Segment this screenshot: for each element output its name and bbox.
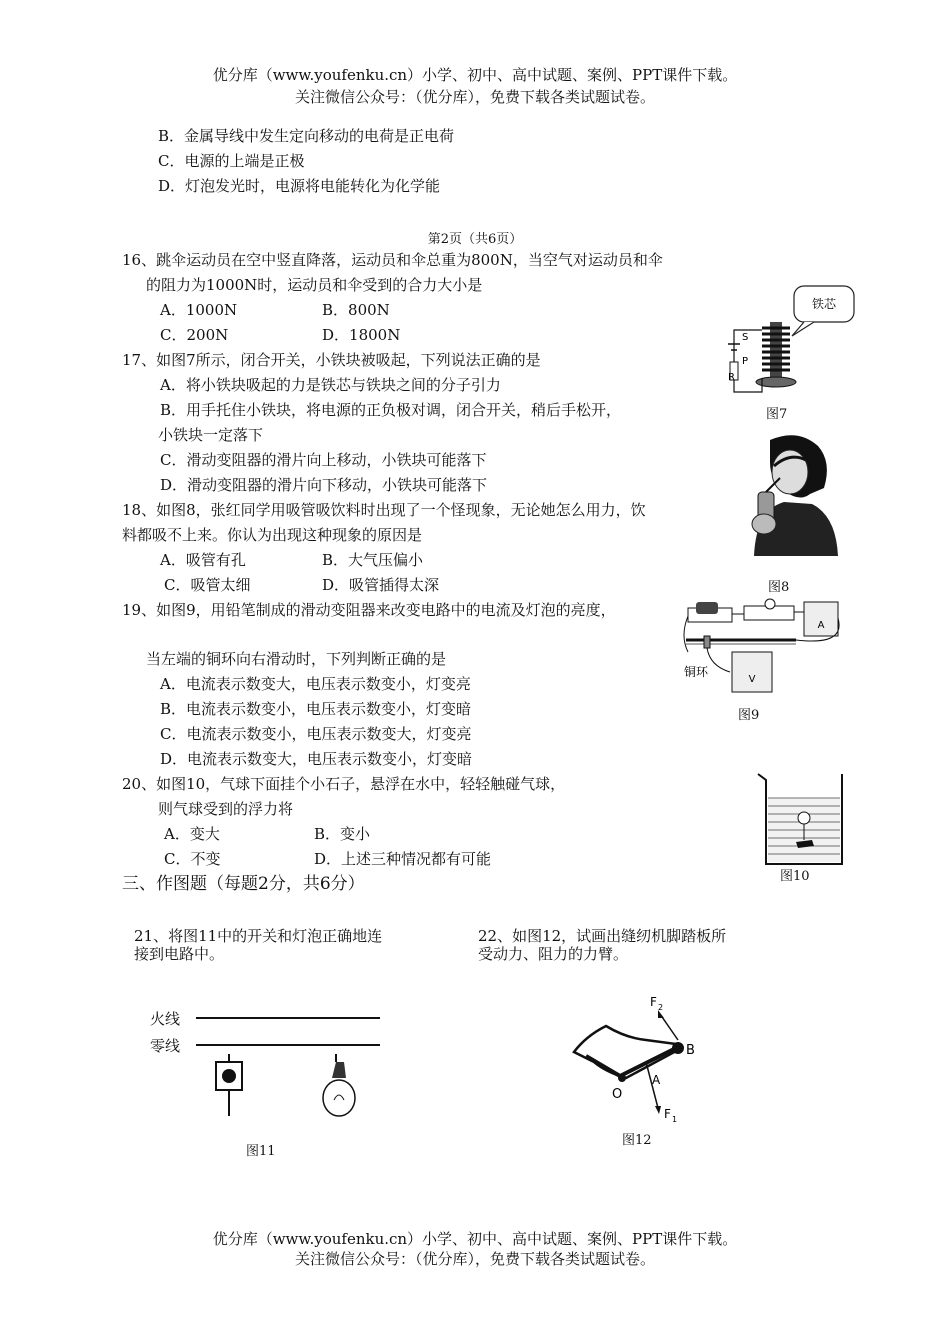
q20-option-c: C．不变 xyxy=(164,850,221,868)
fig7-switch-label: S xyxy=(742,332,749,343)
fig12-f1-subscript: 1 xyxy=(672,1115,678,1124)
q22-stem-1: 22、如图12，试画出缝纫机脚踏板所 xyxy=(478,927,727,945)
figure-12-pedal xyxy=(566,992,706,1124)
q18-stem-1: 18、如图8，张红同学用吸管吸饮料时出现了一个怪现象，无论她怎么用力，饮 xyxy=(122,501,646,519)
q18-option-d: D．吸管插得太深 xyxy=(322,576,440,594)
q19-option-c: C．电流表示数变小，电压表示数变大，灯变亮 xyxy=(160,725,472,743)
q19-option-d: D．电流表示数变大，电压表示数变小，灯变暗 xyxy=(160,750,473,768)
page-number: 第2页（共6页） xyxy=(427,232,523,247)
fig10-caption: 图10 xyxy=(780,869,810,884)
fig8-caption: 图8 xyxy=(768,580,790,595)
q20-stem-1: 20、如图10，气球下面挂个小石子，悬浮在水中，轻轻触碰气球， xyxy=(122,775,566,793)
q21-stem-2: 接到电路中。 xyxy=(134,945,225,963)
header-line-1: 优分库（www.youfenku.cn）小学、初中、高中试题、案例、PPT课件下载。 xyxy=(212,66,738,84)
q19-stem-2: 当左端的铜环向右滑动时，下列判断正确的是 xyxy=(146,650,447,668)
figure-10-beaker-balloon xyxy=(752,770,852,868)
fig11-neutral-wire-label: 零线 xyxy=(150,1037,181,1055)
fig12-point-a-label: A xyxy=(652,1073,661,1087)
q16-option-a: A．1000N xyxy=(160,301,238,319)
q18-option-a: A．吸管有孔 xyxy=(160,551,246,569)
q16-option-c: C．200N xyxy=(160,326,229,344)
fig7-slider-label: P xyxy=(742,356,749,367)
header-line-2: 关注微信公众号：（优分库），免费下载各类试题试卷。 xyxy=(294,88,655,106)
fig12-f1-label: F xyxy=(664,1107,671,1121)
fig11-caption: 图11 xyxy=(246,1144,276,1159)
fig12-f2-subscript: 2 xyxy=(658,1003,664,1012)
q17-option-c: C．滑动变阻器的滑片向上移动，小铁块可能落下 xyxy=(160,451,487,469)
fig9-voltmeter-label: V xyxy=(748,674,756,685)
q17-option-b-2: 小铁块一定落下 xyxy=(158,426,264,444)
fig12-caption: 图12 xyxy=(622,1133,652,1148)
fig12-point-b-label: B xyxy=(686,1043,695,1058)
fig12-pivot-o-label: O xyxy=(612,1087,623,1102)
q20-stem-2: 则气球受到的浮力将 xyxy=(158,800,294,818)
fig7-core-label: 铁芯 xyxy=(811,297,837,311)
fig9-caption: 图9 xyxy=(738,708,760,723)
q20-option-a: A．变大 xyxy=(164,825,220,843)
fig7-caption: 图7 xyxy=(766,407,788,422)
q15-option-c: C．电源的上端是正极 xyxy=(158,152,305,170)
figure-7-electromagnet xyxy=(718,282,868,402)
fig9-ammeter-label: A xyxy=(817,620,825,631)
q19-option-b: B．电流表示数变小，电压表示数变小，灯变暗 xyxy=(160,700,472,718)
q16-option-d: D．1800N xyxy=(322,326,401,344)
fig7-resistor-label: R xyxy=(728,372,735,383)
fig9-ring-label: 铜环 xyxy=(684,665,709,679)
q15-option-b: B．金属导线中发生定向移动的电荷是正电荷 xyxy=(158,127,455,145)
figure-8-girl-drinking xyxy=(740,432,840,556)
q20-option-b: B．变小 xyxy=(314,825,371,843)
q22-stem-2: 受动力、阻力的力臂。 xyxy=(478,945,629,963)
q20-option-d: D．上述三种情况都有可能 xyxy=(314,850,492,868)
q18-option-b: B．大气压偏小 xyxy=(322,551,424,569)
q17-option-a: A．将小铁块吸起的力是铁芯与铁块之间的分子引力 xyxy=(160,376,501,394)
footer-line-2: 关注微信公众号：（优分库），免费下载各类试题试卷。 xyxy=(294,1250,655,1268)
footer-line-1: 优分库（www.youfenku.cn）小学、初中、高中试题、案例、PPT课件下载。 xyxy=(212,1230,738,1248)
q19-option-a: A．电流表示数变大，电压表示数变小，灯变亮 xyxy=(160,675,471,693)
q16-stem-1: 16、跳伞运动员在空中竖直降落，运动员和伞总重为800N，当空气对运动员和伞 xyxy=(122,251,663,269)
q16-stem-2: 的阻力为1000N时，运动员和伞受到的合力大小是 xyxy=(146,276,483,294)
figure-11-switch-bulb xyxy=(146,1004,386,1124)
fig12-f2-label: F xyxy=(650,995,657,1009)
q15-option-d: D．灯泡发光时，电源将电能转化为化学能 xyxy=(158,177,441,195)
q17-option-b-1: B．用手托住小铁块，将电源的正负极对调，闭合开关，稍后手松开， xyxy=(160,401,622,419)
q16-option-b: B．800N xyxy=(322,301,390,319)
q18-stem-2: 料都吸不上来。你认为出现这种现象的原因是 xyxy=(122,526,423,544)
fig11-live-wire-label: 火线 xyxy=(150,1010,181,1028)
section-3-title: 三、作图题（每题2分，共6分） xyxy=(122,874,365,894)
q18-option-c: C．吸管太细 xyxy=(164,576,251,594)
q17-stem: 17、如图7所示，闭合开关，小铁块被吸起，下列说法正确的是 xyxy=(122,351,541,369)
q21-stem-1: 21、将图11中的开关和灯泡正确地连 xyxy=(134,927,383,945)
figure-9-rheostat-circuit xyxy=(680,596,850,704)
q17-option-d: D．滑动变阻器的滑片向下移动，小铁块可能落下 xyxy=(160,476,488,494)
q19-stem-1: 19、如图9，用铅笔制成的滑动变阻器来改变电路中的电流及灯泡的亮度， xyxy=(122,601,616,619)
